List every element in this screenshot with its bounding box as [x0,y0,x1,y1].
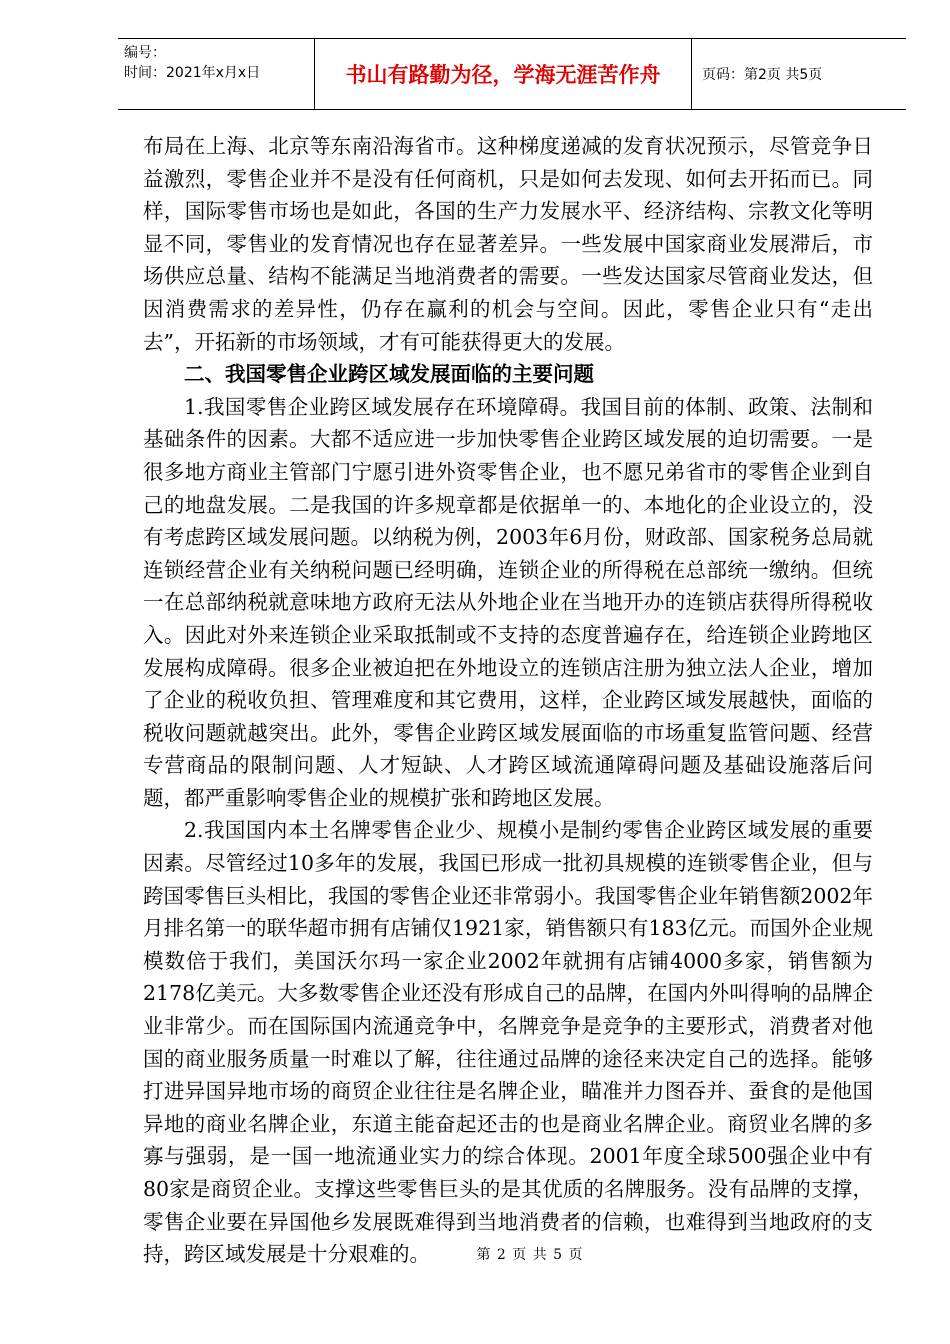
header-motto: 书山有路勤为径，学海无涯苦作舟 [314,39,692,109]
paragraph-2: 1.我国零售企业跨区域发展存在环境障碍。我国目前的体制、政策、法制和基础条件的因素。大都不适应进一步加快零售企业跨区域发展的迫切需要。一是很多地方商业主管部门宁愿引进外资零售企业，也不愿兄弟省市的零售企业到自己的地盘发展。二是我国的许多规章都是依据单一的、本地化的企业设立的，没有考虑跨区域发展问题。以纳税为例，2003年6月份，财政部、国家税务总局就连锁经营企业有关纳税问题已经明确，连锁企业的所得税在总部统一缴纳。但统一在总部纳税就意味地方政府无法从外地企业在当地开办的连锁店获得所得税收入。因此对外来连锁企业采取抵制或不支持的态度普遍存在，给连锁企业跨地区发展构成障碍。很多企业被迫把在外地设立的连锁店注册为独立法人企业，增加了企业的税收负担、管理难度和其它费用，这样，企业跨区域发展越快，面临的税收问题就越突出。此外，零售企业跨区域发展面临的市场重复监管问题、经营专营商品的限制问题、人才短缺、人才跨区域流通障碍问题及基础设施落后问题，都严重影响零售企业的规模扩张和跨地区发展。 [143,394,873,810]
serial-number-label: 编号： [124,45,166,61]
page-header [118,38,906,110]
header-page-info: 页码：第2页 共5页 [702,67,823,83]
page-footer: 第 2 页 共 5 页 [476,1247,584,1263]
body-text [143,130,873,1271]
time-label: 时间：2021年x月x日 [124,65,261,81]
section-heading: 二、我国零售企业跨区域发展面临的主要问题 [184,362,594,387]
paragraph-3: 2.我国国内本土名牌零售企业少、规模小是制约零售企业跨区域发展的重要因素。尽管经过10多年的发展，我国已形成一批初具规模的连锁零售企业，但与跨国零售巨头相比，我国的零售企业还非常弱小。我国零售企业年销售额2002年月排名第一的联华超市拥有店铺仅1921家，销售额只有183亿元。而国外企业规模数倍于我们，美国沃尔玛一家企业2002年就拥有店铺4000多家，销售额为2178亿美元。大多数零售企业还没有形成自己的品牌，在国内外叫得响的品牌企业非常少。而在国际国内流通竞争中，名牌竞争是竞争的主要形式，消费者对他国的商业服务质量一时难以了解，往往通过品牌的途径来决定自己的选择。能够打进异国异地市场的商贸企业往往是名牌企业，瞄准并力图吞并、蚕食的是他国异地的商业名牌企业，东道主能奋起还击的也是商业名牌企业。商贸业名牌的多寡与强弱，是一国一地流通业实力的综合体现。2001年度全球500强企业中有80家是商贸企业。支撑这些零售巨头的是其优质的名牌服务。没有品牌的支撑，零售企业要在异国他乡发展既难得到当地消费者的信赖，也难得到当地政府的支持，跨区域发展是十分艰难的。 [143,818,873,1267]
paragraph-1: 布局在上海、北京等东南沿海省市。这种梯度递减的发育状况预示，尽管竞争日益激烈，零售企业并不是没有任何商机，只是如何去发现、如何去开拓而已。同样，国际零售市场也是如此，各国的生产力发展水平、经济结构、宗教文化等明显不同，零售业的发育情况也存在显著差异。一些发展中国家商业发展滞后，市场供应总量、结构不能满足当地消费者的需要。一些发达国家尽管商业发达，但因消费需求的差异性，仍存在赢利的机会与空间。因此，零售企业只有“走出去”，开拓新的市场领域，才有可能获得更大的发展。 [143,134,873,354]
header-meta [118,39,314,109]
